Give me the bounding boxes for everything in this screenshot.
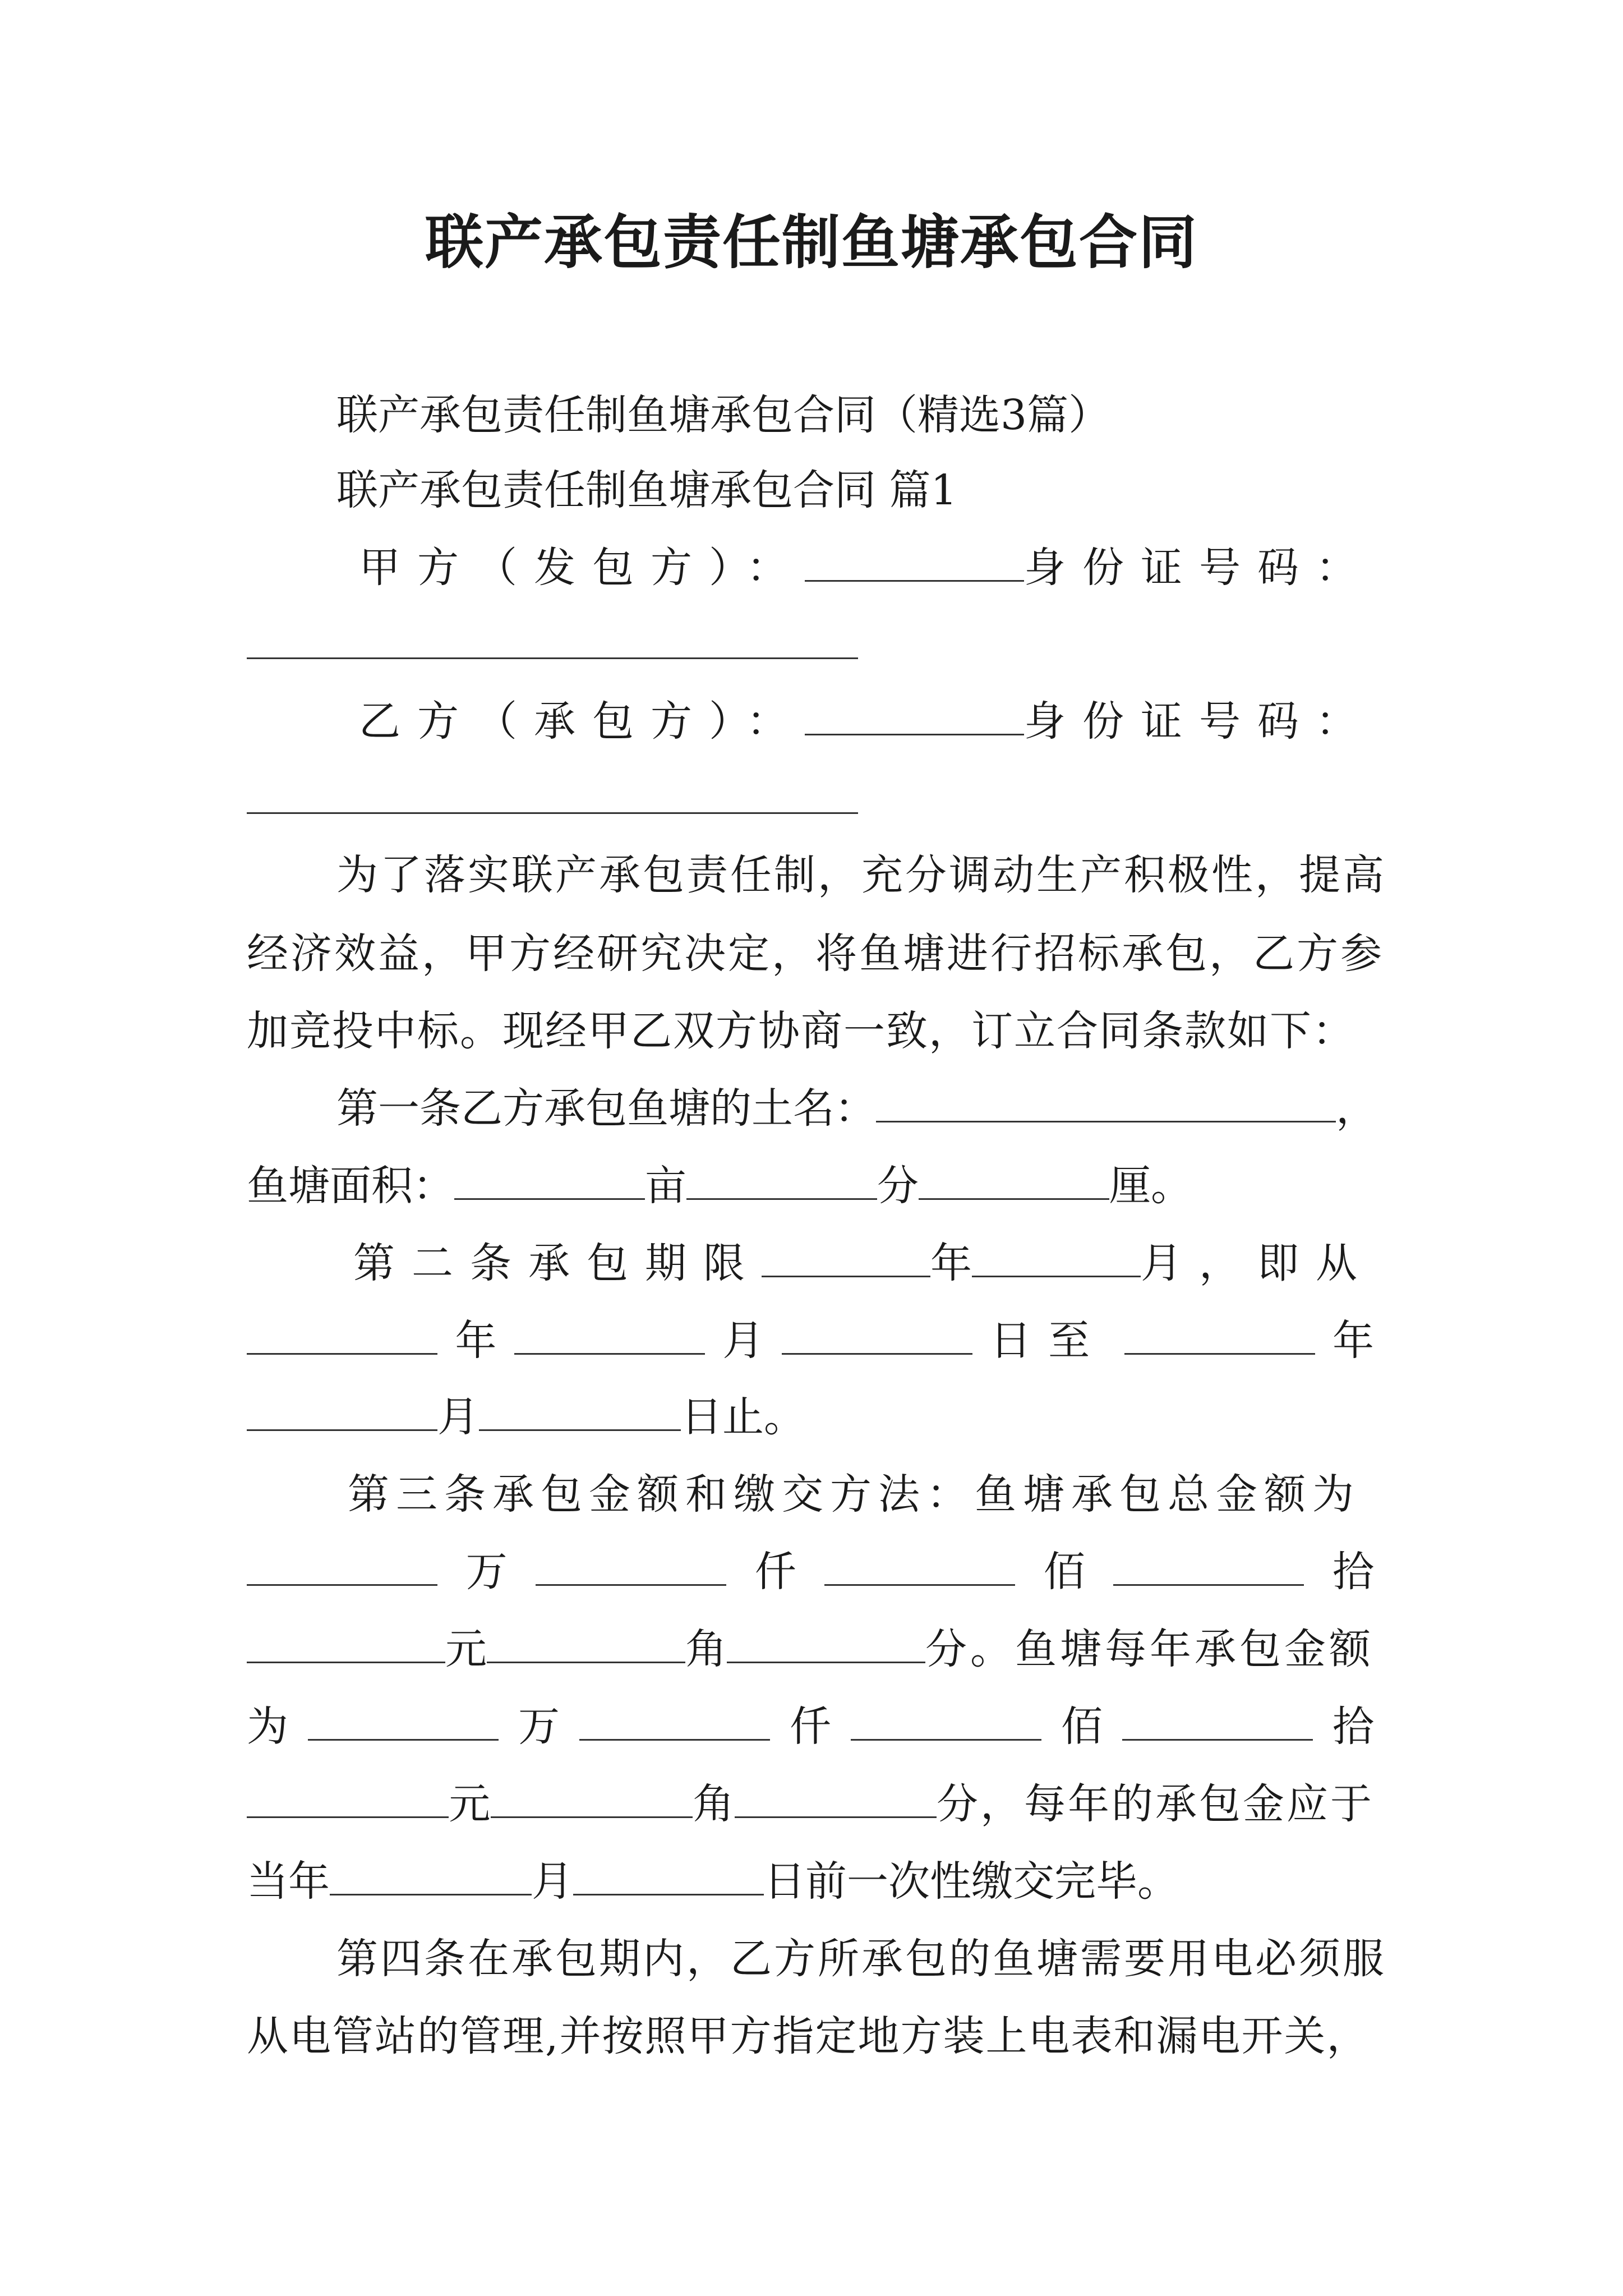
art1-li-unit: 厘。	[1109, 1162, 1192, 1210]
part-heading: 联产承包责任制鱼塘承包合同 篇1	[336, 466, 957, 514]
art2-end-year-blank	[1124, 1314, 1315, 1355]
art3-yearly-yuan-blank	[247, 1777, 449, 1818]
art3-due-day-end: 日前一次性缴交完毕。	[764, 1857, 1179, 1906]
art2-line-1	[353, 1235, 1374, 1291]
art2-end-month-unit: 月	[437, 1393, 479, 1441]
art3-fen-yearly: 分。鱼塘每年承包金额	[925, 1625, 1374, 1673]
art3-wan-unit: 万	[465, 1548, 508, 1596]
art3-fen-due: 分，每年的承包金应于	[936, 1780, 1374, 1828]
art2-start-year-blank	[247, 1314, 437, 1355]
art1-text: 第一条乙方承包鱼塘的土名：	[336, 1084, 876, 1133]
intro-line-1: 为了落实联产承包责任制，充分调动生产积极性，提高	[336, 851, 1386, 899]
party-b-line	[359, 693, 1374, 749]
art2-end-day-unit: 日止。	[681, 1393, 805, 1441]
art3-wei: 为	[247, 1703, 288, 1751]
art2-end-month-blank	[247, 1390, 437, 1431]
art3-yuan-unit: 元	[445, 1625, 487, 1673]
art1-land-name-blank	[876, 1082, 1336, 1122]
art3-yearly-wan-unit: 万	[518, 1703, 560, 1751]
art1-line-2	[247, 1158, 1374, 1214]
art3-bai-unit: 佰	[1043, 1548, 1085, 1596]
art3-line-2	[247, 1544, 1374, 1600]
art2-line-2	[247, 1313, 1374, 1369]
art3-bai-blank	[824, 1545, 1015, 1586]
art1-fen-blank	[686, 1159, 877, 1200]
art2-end-year-unit: 年	[1332, 1317, 1374, 1365]
document-subtitle: 联产承包责任制鱼塘承包合同（精选3篇）	[336, 391, 1110, 439]
art3-yearly-qian-blank	[579, 1700, 770, 1741]
art3-yearly-jiao-blank	[491, 1777, 693, 1818]
art3-yearly-shi-unit: 拾	[1332, 1703, 1374, 1751]
art2-start-month-blank	[514, 1314, 705, 1355]
art3-qian-blank	[536, 1545, 726, 1586]
art2-start-month-unit: 月	[722, 1317, 764, 1365]
party-a-id-label: 身份证号码：	[1024, 544, 1374, 592]
art2-start-year-unit: 年	[455, 1317, 497, 1365]
art4-line-1: 第四条在承包期内，乙方所承包的鱼塘需要用电必须服	[336, 1935, 1386, 1983]
art3-qian-unit: 仟	[754, 1548, 796, 1596]
art3-line-3	[247, 1621, 1374, 1677]
art2-line-3	[247, 1389, 1374, 1445]
party-a-label: 甲方（发包方）：	[359, 544, 805, 592]
art2-months-blank	[972, 1236, 1141, 1277]
party-b-id-label: 身份证号码：	[1024, 697, 1374, 746]
art3-yearly-qian-unit: 仟	[790, 1703, 831, 1751]
art2-month-from: 月，即从	[1141, 1239, 1374, 1287]
art2-year-unit: 年	[930, 1239, 972, 1287]
art2-day-to: 日至	[990, 1317, 1107, 1365]
art3-shi-blank	[1113, 1545, 1304, 1586]
art3-shi-unit: 拾	[1332, 1548, 1374, 1596]
art2-start-day-blank	[782, 1314, 972, 1355]
art3-yearly-yuan-unit: 元	[449, 1780, 491, 1828]
art3-due-month-unit: 月	[532, 1857, 573, 1906]
art3-dang-nian: 当年	[247, 1857, 330, 1906]
art3-yuan-blank	[247, 1622, 445, 1663]
art3-due-day-blank	[573, 1855, 764, 1895]
art3-line-4	[247, 1699, 1374, 1755]
art4-line-2: 从电管站的管理,并按照甲方指定地方装上电表和漏电开关，	[247, 2012, 1370, 2060]
party-a-line	[359, 540, 1374, 596]
party-b-name-blank	[805, 694, 1024, 735]
art3-line-1: 第三条承包金额和缴交方法：鱼塘承包总金额为	[348, 1470, 1361, 1519]
art1-mu-unit: 亩	[645, 1162, 686, 1210]
art1-line-1	[336, 1080, 1377, 1137]
art3-yearly-shi-blank	[1122, 1700, 1313, 1741]
art3-yearly-jiao-unit: 角	[693, 1780, 735, 1828]
art3-line-6	[247, 1853, 1374, 1910]
art1-li-blank	[919, 1159, 1109, 1200]
art3-wan-blank	[247, 1545, 437, 1586]
art1-comma: ，	[1336, 1084, 1377, 1133]
party-b-label: 乙方（承包方）：	[359, 697, 805, 746]
art3-fen-blank	[727, 1622, 925, 1663]
document-title: 联产承包责任制鱼塘承包合同	[425, 208, 1198, 277]
art3-line-5	[247, 1776, 1374, 1832]
art1-fen-unit: 分	[877, 1162, 919, 1210]
art3-jiao-unit: 角	[685, 1625, 727, 1673]
intro-line-2: 经济效益，甲方经研究决定，将鱼塘进行招标承包，乙方参	[247, 930, 1384, 978]
art3-due-month-blank	[330, 1855, 532, 1895]
party-b-id-blank	[247, 812, 858, 814]
art3-yearly-bai-unit: 佰	[1061, 1703, 1103, 1751]
art2-years-blank	[762, 1236, 930, 1277]
art2-end-day-blank	[479, 1390, 681, 1431]
art3-jiao-blank	[487, 1622, 685, 1663]
art3-yearly-fen-blank	[735, 1777, 937, 1818]
art3-yearly-wan-blank	[308, 1700, 499, 1741]
intro-line-3: 加竞投中标。现经甲乙双方协商一致，订立合同条款如下：	[247, 1007, 1355, 1055]
party-a-id-blank	[247, 657, 858, 659]
art1-mu-blank	[454, 1159, 645, 1200]
art2-text: 第二条承包期限	[353, 1239, 762, 1287]
art3-yearly-bai-blank	[851, 1700, 1041, 1741]
art1-area-label: 鱼塘面积：	[247, 1162, 454, 1210]
party-a-name-blank	[805, 541, 1024, 582]
